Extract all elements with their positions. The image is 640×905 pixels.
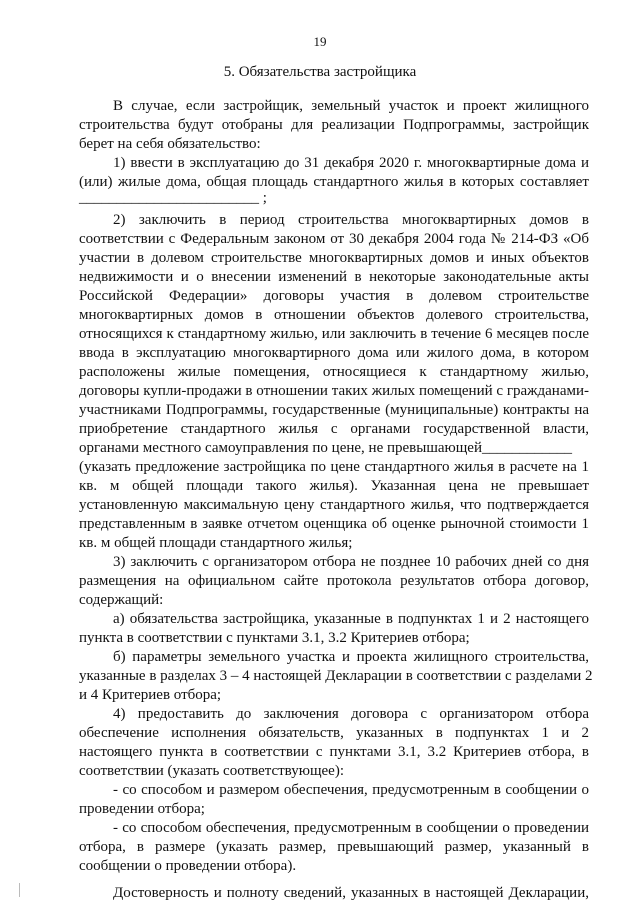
paragraph-line: проведении отбора; <box>79 801 205 817</box>
paragraph-line: относящихся к стандартному жилью, или заключить в течение 6 месяцев после <box>79 326 589 342</box>
paragraph-line: установленную максимальную цену стандартного жилья, что подтверждается <box>79 497 589 513</box>
paragraph-line: приобретение стандартного жилья с органами государственной власти, <box>79 421 589 437</box>
paragraph-line: 4) предоставить до заключения договора с организатором отбора <box>113 706 589 722</box>
paragraph-line: - со способом и размером обеспечения, предусмотренным в сообщении о <box>113 782 589 798</box>
paragraph-line: отбора, в размере (указать размер, превышающий размер, указанный в <box>79 839 589 855</box>
blank-field-line: ________________________ ; <box>79 190 267 206</box>
paragraph-line: содержащий: <box>79 592 164 608</box>
paragraph-line: соответствии с Федеральным законом от 30 декабря 2004 года № 214-ФЗ «Об <box>79 231 589 247</box>
paragraph-line: представленным в заявке отчетом оценщика об оценке рыночной стоимости 1 <box>79 516 589 532</box>
paragraph-line: строительства будут отобраны для реализации Подпрограммы, застройщик <box>79 117 589 133</box>
paragraph-line: берет на себя обязательство: <box>79 136 261 152</box>
paragraph-line: б) параметры земельного участка и проекта жилищного строительства, <box>113 649 589 665</box>
paragraph-line: 3) заключить с организатором отбора не позднее 10 рабочих дней со дня <box>113 554 589 570</box>
paragraph-line: участии в долевом строительстве многоквартирных домов и иных объектов <box>79 250 589 266</box>
page-number: 19 <box>313 34 327 49</box>
paragraph-line: 2) заключить в период строительства многоквартирных домов в <box>113 212 589 228</box>
paragraph-line: соответствии (указать соответствующее): <box>79 763 344 779</box>
scan-artifact <box>19 883 20 897</box>
paragraph-line: Российской Федерации» договоры участия в долевом строительстве <box>79 288 589 304</box>
paragraph-line: сообщении о проведении отбора). <box>79 858 297 874</box>
paragraph-line: пункта в соответствии с пунктами 3.1, 3.2 Критериев отбора; <box>79 630 470 646</box>
paragraph-line: многоквартирных домов в отношении объектов долевого строительства, <box>79 307 589 323</box>
paragraph-line: - со способом обеспечения, предусмотренным в сообщении о проведении <box>113 820 589 836</box>
paragraph-line: настоящего пункта в соответствии с пунктами 3.1, 3.2 Критериев отбора, в <box>79 744 589 760</box>
section-title: 5. Обязательства застройщика <box>223 64 417 80</box>
paragraph-line: В случае, если застройщик, земельный участок и проект жилищного <box>113 98 589 114</box>
paragraph-line: 1) ввести в эксплуатацию до 31 декабря 2020 г. многоквартирные дома и <box>113 155 589 171</box>
paragraph-line: (или) жилые дома, общая площадь стандартного жилья в которых составляет <box>79 174 589 190</box>
paragraph-line: а) обязательства застройщика, указанные в подпунктах 1 и 2 настоящего <box>113 611 589 627</box>
paragraph-line: органами местного самоуправления по цене, не превышающей____________ <box>79 440 572 456</box>
paragraph-line: размещения на официальном сайте протокола результатов отбора договор, <box>79 573 589 589</box>
paragraph-line: недвижимости и о внесении изменений в некоторые законодательные акты <box>79 269 589 285</box>
paragraph-line: (указать предложение застройщика по цене стандартного жилья в расчете на 1 <box>79 459 589 475</box>
paragraph-line: расположены жилые помещения, относящиеся к стандартному жилью, <box>79 364 589 380</box>
paragraph-line: ввода в эксплуатацию многоквартирного дома или жилого дома, в котором <box>79 345 589 361</box>
paragraph-line: участниками Подпрограммы, государственные (муниципальные) контракты на <box>79 402 589 418</box>
paragraph-line: обеспечение исполнения обязательств, указанных в подпунктах 1 и 2 <box>79 725 589 741</box>
paragraph-line: указанные в разделах 3 – 4 настоящей Декларации в соответствии с разделами 2 <box>79 668 593 684</box>
paragraph-line: кв. м общей площади стандартного жилья; <box>79 535 353 551</box>
paragraph-line: и 4 Критериев отбора; <box>79 687 222 703</box>
paragraph-line: Достоверность и полноту сведений, указанных в настоящей Декларации, <box>113 885 589 901</box>
paragraph-line: договоры купли-продажи в отношении таких жилых помещений с гражданами- <box>79 383 589 399</box>
paragraph-line: кв. м общей площади такого жилья). Указанная цена не превышает <box>79 478 589 494</box>
